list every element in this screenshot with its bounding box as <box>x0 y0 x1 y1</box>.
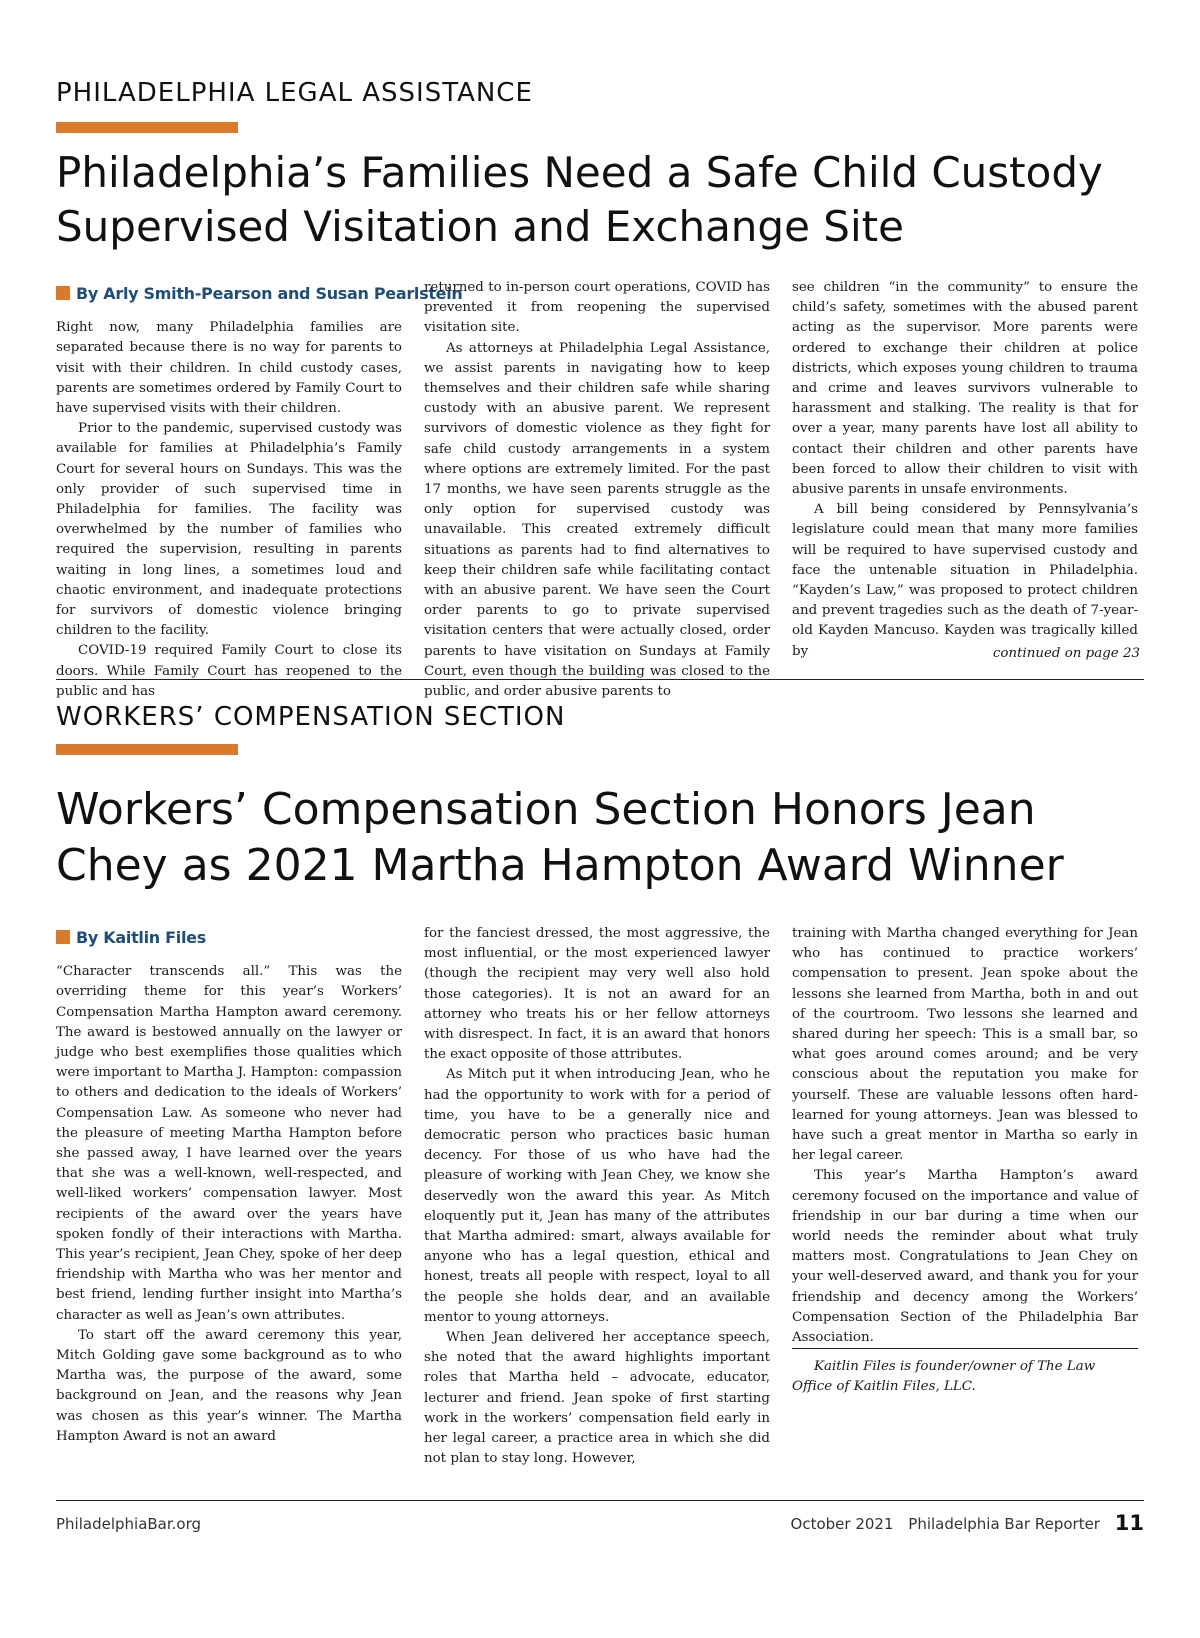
paragraph: A bill being considered by Pennsylvania’s legislature could mean that many more families will be required to have supervised custody and face the untenable situation in Philadelphia. “Kayden’s Law,” was proposed to protect children and prevent tragedies such as the death of 7-year-old Kayden Mancuso. Kayden was tragically killed by <box>792 502 1138 659</box>
article-headline <box>56 146 1146 254</box>
article-column <box>792 278 1138 662</box>
article-column <box>56 928 402 1447</box>
author-bio: Kaitlin Files is founder/owner of The Law Office of Kaitlin Files, LLC. <box>792 1348 1138 1397</box>
continued-note: continued on page 23 <box>992 646 1140 661</box>
paragraph: Right now, many Philadelphia families are separated because there is no way for parents to visit with their children. In child custody cases, parents are sometimes ordered by Family Court to have supervised visits with their children. <box>56 320 402 417</box>
section-accent-bar <box>56 122 238 133</box>
footer-date: October 2021 <box>790 1515 894 1533</box>
paragraph: As attorneys at Philadelphia Legal Assistance, we assist parents in navigating how to keep themselves and their children safe while sharing custody with an abusive parent. We represent survivors of domestic violence as they fight for safe child custody arrangements in a system where options are extremely limited. For the past 17 months, we have seen parents struggle as the only option for supervised custody was unavailable. This created extremely difficult situations as parents had to find alternatives to keep their children safe while facilitating contact with an abusive parent. We have seen the Court order parents to go to private supervised visitation centers that were actually closed, order parents to have visitation on Sundays at Family Court, even though the building was closed to the public, and order abusive parents to <box>424 340 770 700</box>
section-accent-bar <box>56 744 238 755</box>
page-number: 11 <box>1114 1511 1144 1535</box>
byline <box>56 284 463 304</box>
paragraph: for the fanciest dressed, the most aggressive, the most influential, or the most experienced lawyer (though the recipient may very well also hold those categories). It is not an award for an attorney who treats his or her fellow attorneys with disrespect. In fact, it is an award that honors the exact opposite of those attributes. <box>424 926 770 1063</box>
footer-publication: Philadelphia Bar Reporter <box>908 1515 1100 1533</box>
paragraph: When Jean delivered her acceptance speech, she noted that the award highlights important roles that Martha held – advocate, educator, lecturer and friend. Jean spoke of first starting work in the workers’ compensation field early in her legal career, a practice area in which she did not plan to stay long. However, <box>424 1330 770 1467</box>
section-label: PHILADELPHIA LEGAL ASSISTANCE <box>56 78 533 108</box>
headline-line: Workers’ Compensation Section Honors Jean <box>56 784 1036 835</box>
paragraph: returned to in-person court operations, COVID has prevented it from reopening the supervised visitation site. <box>424 280 770 336</box>
article-column <box>56 284 463 702</box>
paragraph: “Character transcends all.” This was the overriding theme for this year’s Workers’ Compensation Martha Hampton award ceremony. The award is bestowed annually on the lawyer or judge who best exemplifies those qualities which were important to Martha J. Hampton: compassion to others and dedication to the ideals of Workers’ Compensation Law. As someone who never had the pleasure of meeting Martha Hampton before she passed away, I have learned over the years that she was a well-known, well-respected, and well-liked workers’ compensation lawyer. Most recipients of the award over the years have spoken fondly of their interactions with Martha. This year’s recipient, Jean Chey, spoke of her deep friendship with Martha who was her mentor and best friend, lending further insight into Martha’s character as well as Jean’s own attributes. <box>56 964 402 1323</box>
byline-square-icon <box>56 286 70 300</box>
paragraph: see children “in the community” to ensure the child’s safety, sometimes with the abused parent acting as the supervisor. More parents were ordered to exchange their children at police districts, which exposes young children to trauma and crime and leaves survivors vulnerable to harassment and stalking. The reality is that for over a year, many parents have lost all ability to contact their children and other parents have been forced to allow their children to visit with abusive parents in unsafe environments. <box>792 280 1138 498</box>
footer-info <box>791 1511 1144 1535</box>
article-column <box>424 924 770 1469</box>
footer-website[interactable]: PhiladelphiaBar.org <box>56 1515 202 1533</box>
article-column <box>424 278 770 702</box>
headline-line: Chey as 2021 Martha Hampton Award Winner <box>56 840 1064 891</box>
paragraph: Prior to the pandemic, supervised custody was available for families at Philadelphia’s Family Court for several hours on Sundays. This was the only provider of such supervised time in Philadelphia for families. The facility was overwhelmed by the number of families who required the supervision, resulting in parents waiting in long lines, a sometimes loud and chaotic environment, and inadequate protections for survivors of domestic violence bringing children to the facility. <box>56 421 402 639</box>
paragraph: As Mitch put it when introducing Jean, who he had the opportunity to work with for a period of time, you have to be a generally nice and democratic person who practices basic human decency. For those of us who have had the pleasure of working with Jean Chey, we know she deservedly won the award this year. As Mitch eloquently put it, Jean has many of the attributes that Martha admired: smart, always available for anyone who has a legal question, ethical and honest, treats all people with respect, loyal to all the people she holds dear, and an available mentor to young attorneys. <box>424 1067 770 1325</box>
byline-text: By Arly Smith-Pearson and Susan Pearlstein <box>76 284 463 303</box>
section-label: WORKERS’ COMPENSATION SECTION <box>56 702 566 732</box>
headline-line: Supervised Visitation and Exchange Site <box>56 202 904 251</box>
byline-text: By Kaitlin Files <box>76 928 206 947</box>
paragraph: To start off the award ceremony this year, Mitch Golding gave some background as to who Martha was, the purpose of the award, some background on Jean, and the reasons why Jean was chosen as this year’s winner. The Martha Hampton Award is not an award <box>56 1327 402 1444</box>
article-column <box>792 924 1138 1398</box>
headline-line: Philadelphia’s Families Need a Safe Child Custody <box>56 148 1103 197</box>
paragraph: training with Martha changed everything for Jean who has continued to practice workers’ compensation to present. Jean spoke about the lessons she learned from Martha, both in and out of the courtroom. Two lessons she learned and shared during her speech: This is a small bar, so what goes around comes around; and be very conscious about the reputation you make for yourself. These are valuable lessons often hard-learned for young attorneys. Jean was blessed to have such a great mentor in Martha so early in her legal career. <box>792 926 1138 1164</box>
paragraph: COVID-19 required Family Court to close its doors. While Family Court has reopened to the public and has <box>56 643 402 699</box>
byline <box>56 928 402 948</box>
article-headline <box>56 782 1146 894</box>
footer-rule <box>56 1500 1144 1501</box>
article-divider <box>56 679 1144 680</box>
paragraph: This year’s Martha Hampton’s award ceremony focused on the importance and value of friendship in our bar during a time when our world needs the reminder about what truly matters most. Congratulations to Jean Chey on your well-deserved award, and thank you for your friendship and decency among the Workers’ Compensation Section of the Philadelphia Bar Association. <box>792 1168 1138 1346</box>
byline-square-icon <box>56 930 70 944</box>
